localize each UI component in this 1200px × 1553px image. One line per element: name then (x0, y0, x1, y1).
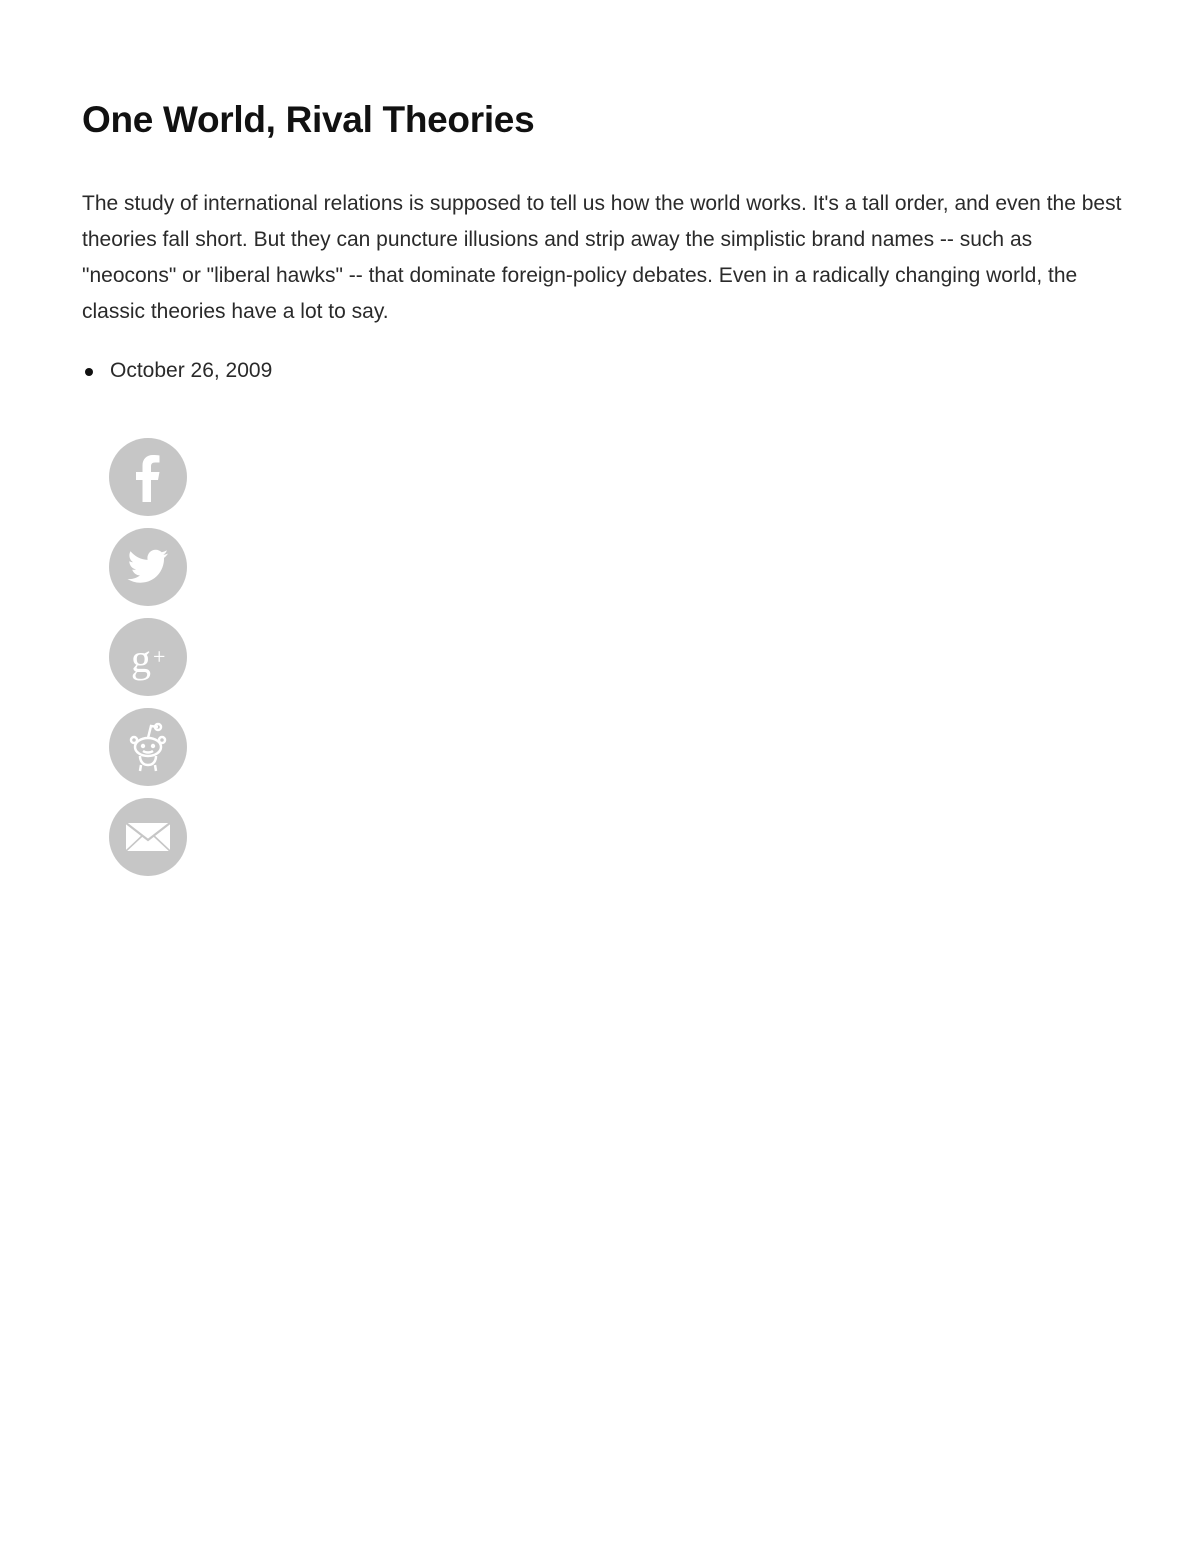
article-summary: The study of international relations is supposed to tell us how the world works. It's a tall order, and even the best theories fall short. But they can puncture illusions and strip away the simplistic brand names -- such as "neocons" or "liberal hawks" -- that dominate foreign-policy debates. Even in a radically changing world, the classic theories have a lot to say. (82, 192, 1122, 323)
svg-text:g: g (131, 636, 151, 681)
share-email-button[interactable] (109, 798, 187, 876)
article-meta (82, 356, 1122, 386)
article-title: One World, Rival Theories (82, 99, 535, 140)
twitter-icon (109, 528, 187, 606)
facebook-icon (109, 438, 187, 516)
google-plus-icon (109, 618, 187, 696)
share-buttons (109, 438, 187, 876)
svg-text:+: + (153, 644, 166, 669)
share-reddit-button[interactable] (109, 708, 187, 786)
share-facebook-button[interactable] (109, 438, 187, 516)
email-icon (109, 798, 187, 876)
share-twitter-button[interactable] (109, 528, 187, 606)
publish-date: October 26, 2009 (110, 359, 273, 382)
article (82, 96, 1122, 386)
publish-date-item (82, 356, 1122, 386)
bullet-icon (85, 368, 93, 376)
reddit-icon (109, 708, 187, 786)
share-google-plus-button[interactable] (109, 618, 187, 696)
